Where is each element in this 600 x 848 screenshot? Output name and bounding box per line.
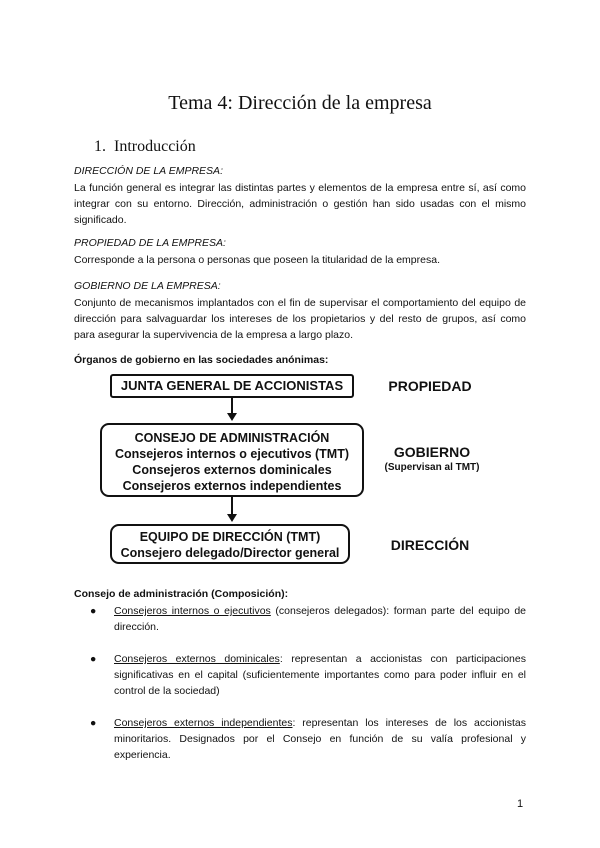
management-label: DIRECCIÓN [390, 537, 470, 553]
bullet-icon: ● [90, 717, 97, 729]
arrow-down-icon [227, 413, 237, 421]
bullet-icon: ● [90, 605, 97, 617]
composition-list [90, 603, 527, 779]
page-number: 1 [517, 798, 524, 810]
definition-text: Corresponde a la persona o personas que poseen la titularidad de la empresa. [74, 254, 440, 266]
member-description: (consejeros delegados): forman parte del equipo de dirección. [114, 605, 527, 633]
page-title: Tema 4: Dirección de la empresa [168, 92, 432, 114]
board-member-type: Consejeros externos dominicales [132, 463, 332, 477]
bullet-icon: ● [90, 653, 97, 665]
management-title: EQUIPO DE DIRECCIÓN (TMT) [139, 530, 321, 544]
management-team-box [110, 524, 350, 564]
organs-heading: Órganos de gobierno en las sociedades anónimas: [74, 354, 329, 366]
section-number: 1. [94, 138, 106, 155]
list-item [90, 651, 526, 699]
member-description: : representan los intereses de los accionistas minoritarios. Designados por el Consejo en función de su valía profesional y experiencia. [114, 717, 526, 761]
member-term: Consejeros externos independientes [114, 717, 293, 729]
definition-text: Conjunto de mecanismos implantados con el fin de supervisar el comportamiento del equipo de dirección para salvaguardar los intereses de los propietarios y del resto de grupos, así como para asegurar la supervivencia de la empresa a largo plazo. [74, 297, 526, 341]
management-role: Consejero delegado/Director general [120, 546, 340, 560]
member-term: Consejeros internos o ejecutivos [114, 605, 271, 617]
section-heading [94, 138, 196, 156]
arrow-line [231, 497, 233, 515]
arrow-down-icon [227, 514, 237, 522]
board-of-directors-box [100, 423, 364, 497]
ownership-label: PROPIEDAD [388, 378, 472, 394]
definition-label: PROPIEDAD DE LA EMPRESA: [74, 237, 226, 249]
composition-heading: Consejo de administración (Composición): [74, 588, 289, 600]
board-title: CONSEJO DE ADMINISTRACIÓN [134, 431, 330, 445]
section-title: Introducción [114, 138, 196, 155]
definition-text: La función general es integrar las distintas partes y elementos de la empresa entre sí, así como integrar con su entorno. Dirección, administración o gestión han sido usadas con el mismo significado. [74, 182, 526, 226]
definition-label: GOBIERNO DE LA EMPRESA: [74, 280, 221, 292]
list-item [90, 603, 527, 635]
definition-label: DIRECCIÓN DE LA EMPRESA: [74, 165, 223, 177]
arrow-line [231, 398, 233, 414]
governance-label: GOBIERNO [393, 444, 471, 460]
member-description: : representan a accionistas con participaciones significativas en el capital (suficientemente importantes como para poder influir en el control de la sociedad) [114, 653, 526, 697]
shareholders-meeting-box: JUNTA GENERAL DE ACCIONISTAS [110, 374, 354, 398]
list-item [90, 715, 526, 763]
board-member-type: Consejeros externos independientes [122, 479, 342, 493]
member-term: Consejeros externos dominicales [114, 653, 280, 665]
governance-sublabel: (Supervisan al TMT) [384, 462, 480, 473]
board-member-type: Consejeros internos o ejecutivos (TMT) [114, 447, 350, 461]
